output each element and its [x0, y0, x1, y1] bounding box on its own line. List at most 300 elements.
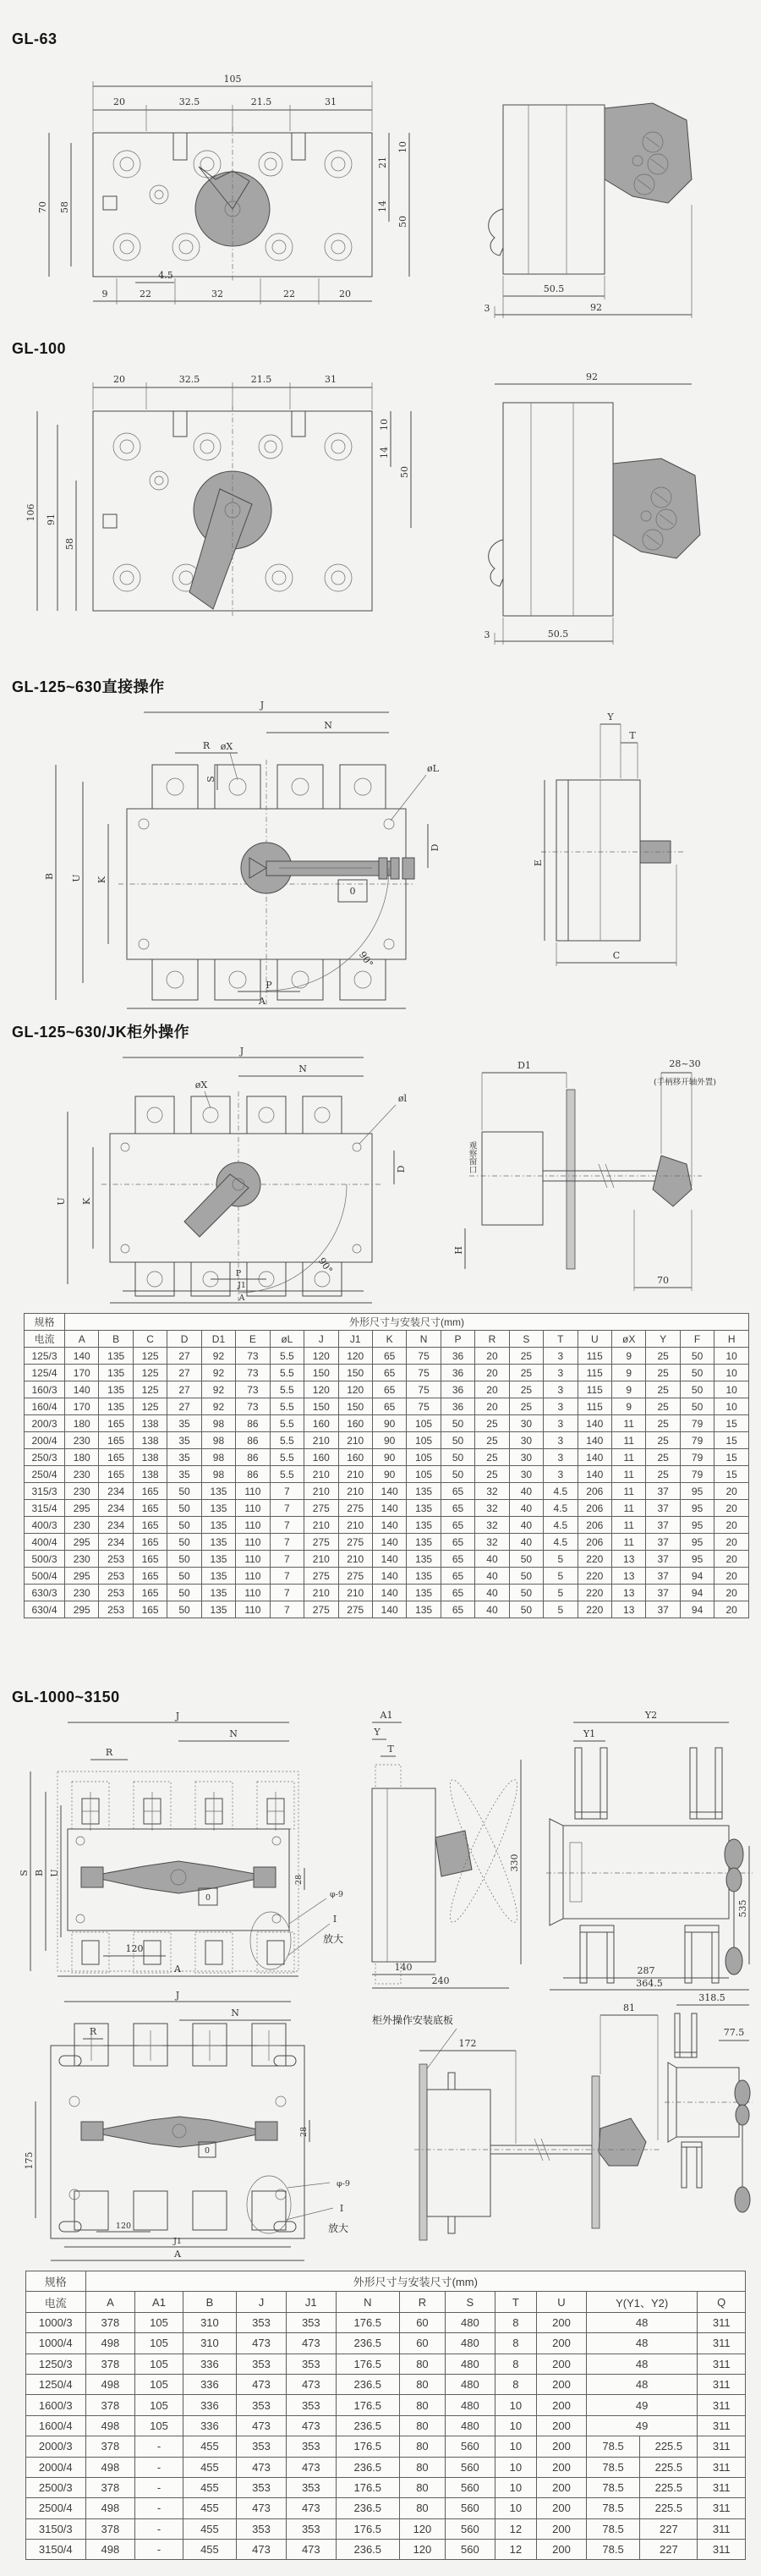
- linkage-handle: [89, 1861, 269, 1893]
- table-cell: 50: [167, 1601, 201, 1618]
- table-header-row: [26, 2271, 746, 2292]
- table-cell: 95: [680, 1500, 714, 1517]
- table-row: [26, 2395, 746, 2415]
- table-cell: 25: [475, 1449, 509, 1466]
- dim-label: S: [19, 1870, 30, 1876]
- table-cell: 311: [698, 2415, 746, 2436]
- table-cell: 10: [495, 2395, 536, 2415]
- table-cell: 125: [133, 1365, 167, 1381]
- table-cell: 498: [85, 2333, 135, 2354]
- table-cell: 210: [304, 1585, 338, 1601]
- dim-label: 92: [586, 371, 598, 382]
- table-cell: 9: [612, 1365, 646, 1381]
- table-cell: 110: [236, 1585, 270, 1601]
- table-row: [26, 2333, 746, 2354]
- dim-label: I: [339, 2203, 344, 2214]
- table-cell: 36: [441, 1398, 474, 1415]
- gl1000-jk-side-view: [372, 2002, 660, 2240]
- dim-label: U: [71, 874, 82, 882]
- table-cell: 234: [99, 1534, 133, 1551]
- dim-label: 91: [46, 514, 57, 525]
- table-cell: 36: [441, 1381, 474, 1398]
- table-cell: 353: [237, 2436, 287, 2457]
- table-cell: 140: [578, 1432, 611, 1449]
- table-cell: 11: [612, 1500, 646, 1517]
- table-cell: 336: [183, 2395, 236, 2415]
- column-header: T: [544, 1331, 578, 1348]
- table-cell: 310: [183, 2333, 236, 2354]
- table-cell: 13: [612, 1568, 646, 1585]
- table-cell: 455: [183, 2477, 236, 2497]
- dim-label: 10: [379, 419, 390, 431]
- table-cell: 455: [183, 2457, 236, 2477]
- table-cell: 78.5: [586, 2436, 639, 2457]
- table-cell: 353: [237, 2477, 287, 2497]
- table-cell: 176.5: [336, 2436, 399, 2457]
- table-cell: 5: [544, 1601, 578, 1618]
- table-cell: 5.5: [270, 1398, 304, 1415]
- gl100-drawing: [8, 362, 753, 668]
- table-cell: 480: [445, 2415, 495, 2436]
- table-cell: 234: [99, 1500, 133, 1517]
- table-cell: 110: [236, 1601, 270, 1618]
- table-cell: 295: [65, 1568, 99, 1585]
- table-cell: 353: [286, 2312, 336, 2332]
- dim-label: 105: [223, 74, 242, 85]
- table-cell: 105: [407, 1449, 441, 1466]
- table-cell: 225.5: [640, 2457, 698, 2477]
- table-cell: 311: [698, 2395, 746, 2415]
- table-cell: 135: [407, 1500, 441, 1517]
- dim-label: 9: [101, 288, 108, 299]
- dim-label: 31: [325, 374, 337, 385]
- table-cell: 20: [475, 1365, 509, 1381]
- dim-label: J1: [173, 2237, 182, 2246]
- column-header: T: [495, 2292, 536, 2312]
- table-cell: 13: [612, 1601, 646, 1618]
- table-cell: 35: [167, 1466, 201, 1483]
- column-header: S: [509, 1331, 543, 1348]
- table-cell: 65: [372, 1398, 406, 1415]
- table-cell: 560: [445, 2540, 495, 2560]
- table-cell: 275: [338, 1601, 372, 1618]
- dim-label: 20: [113, 96, 125, 107]
- table-cell: 13: [612, 1551, 646, 1568]
- table-cell: 65: [441, 1568, 474, 1585]
- table-cell: 311: [698, 2540, 746, 2560]
- dim-label: φ-9: [337, 2179, 350, 2189]
- table-cell: 37: [646, 1568, 680, 1585]
- table-cell: 165: [133, 1500, 167, 1517]
- table-cell: 65: [441, 1601, 474, 1618]
- table-cell: 15: [714, 1466, 749, 1483]
- gl1000-jk-rear-view: [665, 1992, 753, 2212]
- table-cell: 65: [441, 1534, 474, 1551]
- table-cell: 110: [236, 1500, 270, 1517]
- table-cell: 230: [65, 1466, 99, 1483]
- table-cell: 110: [236, 1517, 270, 1534]
- table-cell: 353: [286, 2477, 336, 2497]
- table-cell: 30: [509, 1449, 543, 1466]
- table-cell: 78.5: [586, 2457, 639, 2477]
- table-cell: 48: [586, 2354, 698, 2374]
- table-cell: 50: [509, 1551, 543, 1568]
- table-cell: 165: [133, 1483, 167, 1500]
- table-cell: 37: [646, 1483, 680, 1500]
- table-cell: 50: [441, 1432, 474, 1449]
- table-cell: 135: [99, 1348, 133, 1365]
- dim-label: 287: [637, 1965, 655, 1976]
- table-cell: 336: [183, 2415, 236, 2436]
- column-header: D1: [201, 1331, 235, 1348]
- table-cell: 95: [680, 1483, 714, 1500]
- dim-label: 70: [37, 201, 48, 213]
- table-cell: 480: [445, 2395, 495, 2415]
- table-cell: 50: [680, 1348, 714, 1365]
- table-cell: 210: [338, 1551, 372, 1568]
- table-cell: 160/3: [25, 1381, 65, 1398]
- table-cell: 25: [509, 1365, 543, 1381]
- dimension-table-large-wrap: [25, 2271, 746, 2560]
- table-cell: 25: [509, 1398, 543, 1415]
- table-cell: 160/4: [25, 1398, 65, 1415]
- table-cell: -: [135, 2498, 183, 2518]
- handle-rotation-arc: [266, 868, 389, 991]
- table-cell: 234: [99, 1483, 133, 1500]
- table-cell: 275: [338, 1568, 372, 1585]
- column-header: N: [407, 1331, 441, 1348]
- table-row: [25, 1398, 749, 1415]
- table-cell: 7: [270, 1551, 304, 1568]
- table-cell: 105: [407, 1466, 441, 1483]
- dim-label: N: [229, 1728, 238, 1739]
- table-cell: 2500/3: [26, 2477, 86, 2497]
- table-row: [26, 2477, 746, 2497]
- table-cell: 200: [537, 2333, 587, 2354]
- table-cell: 10: [495, 2436, 536, 2457]
- table-cell: 10: [714, 1365, 749, 1381]
- table-cell: 7: [270, 1517, 304, 1534]
- dimension-table-small-wrap: [24, 1313, 749, 1618]
- operator-knob: [725, 1839, 743, 1870]
- table-cell: 5.5: [270, 1449, 304, 1466]
- table-cell: 378: [85, 2312, 135, 2332]
- table-cell: 79: [680, 1449, 714, 1466]
- table-cell: 473: [237, 2333, 287, 2354]
- table-cell: 227: [640, 2518, 698, 2539]
- table-cell: 3: [544, 1381, 578, 1398]
- table-cell: 560: [445, 2518, 495, 2539]
- table-cell: 140: [578, 1415, 611, 1432]
- table-cell: 150: [338, 1398, 372, 1415]
- table-cell: 336: [183, 2354, 236, 2374]
- table-cell: 80: [399, 2436, 445, 2457]
- table-cell: 37: [646, 1601, 680, 1618]
- dim-label: D1: [517, 1060, 531, 1071]
- table-cell: 78.5: [586, 2498, 639, 2518]
- table-cell: 110: [236, 1534, 270, 1551]
- table-cell: 5.5: [270, 1432, 304, 1449]
- table-cell: 35: [167, 1432, 201, 1449]
- table-cell: 25: [509, 1381, 543, 1398]
- table-cell: 8: [495, 2354, 536, 2374]
- table-columns-row: [25, 1331, 749, 1348]
- gl100-side-view: [485, 371, 701, 645]
- table-columns-row: [26, 2292, 746, 2312]
- table-cell: 40: [509, 1534, 543, 1551]
- column-header: N: [336, 2292, 399, 2312]
- column-header: Y(Y1、Y2): [586, 2292, 698, 2312]
- table-cell: 60: [399, 2333, 445, 2354]
- column-header: B: [99, 1331, 133, 1348]
- table-cell: 9: [612, 1398, 646, 1415]
- table-cell: 230: [65, 1551, 99, 1568]
- table-cell: 9: [612, 1381, 646, 1398]
- table-cell: 353: [286, 2436, 336, 2457]
- table-cell: 353: [237, 2518, 287, 2539]
- table-cell: 95: [680, 1534, 714, 1551]
- table-cell: 150: [304, 1365, 338, 1381]
- table-cell: 236.5: [336, 2540, 399, 2560]
- table-cell: 65: [441, 1551, 474, 1568]
- table-cell: 12: [495, 2518, 536, 2539]
- table-row: [26, 2518, 746, 2539]
- table-cell: 50: [167, 1568, 201, 1585]
- table-cell: 200: [537, 2395, 587, 2415]
- column-header: P: [441, 1331, 474, 1348]
- table-cell: 210: [304, 1466, 338, 1483]
- table-cell: 92: [201, 1398, 235, 1415]
- table-cell: 165: [99, 1415, 133, 1432]
- table-cell: 79: [680, 1466, 714, 1483]
- table-cell: 200: [537, 2354, 587, 2374]
- table-cell: 253: [99, 1551, 133, 1568]
- table-cell: 135: [201, 1601, 235, 1618]
- dim-label: K: [81, 1197, 92, 1206]
- table-cell: 27: [167, 1348, 201, 1365]
- table-cell: 160: [304, 1415, 338, 1432]
- table-cell: 353: [237, 2354, 287, 2374]
- table-cell: 25: [646, 1432, 680, 1449]
- mounting-plate-label: 柜外操作安装底板: [371, 2014, 454, 2026]
- table-cell: 630/3: [25, 1585, 65, 1601]
- table-cell: 140: [372, 1534, 406, 1551]
- table-cell: 311: [698, 2477, 746, 2497]
- table-cell: 30: [509, 1415, 543, 1432]
- table-cell: 230: [65, 1432, 99, 1449]
- table-cell: 5.5: [270, 1466, 304, 1483]
- table-cell: 206: [578, 1517, 611, 1534]
- table-cell: 20: [475, 1398, 509, 1415]
- table-cell: 135: [407, 1551, 441, 1568]
- table-cell: 165: [133, 1568, 167, 1585]
- table-cell: 9: [612, 1348, 646, 1365]
- table-cell: 210: [338, 1432, 372, 1449]
- table-cell: 120: [304, 1348, 338, 1365]
- table-cell: 353: [286, 2354, 336, 2374]
- dim-label: J1: [238, 1281, 246, 1290]
- table-cell: 125/3: [25, 1348, 65, 1365]
- gl1000-rear-view: [546, 1711, 753, 1990]
- table-cell: 275: [338, 1500, 372, 1517]
- table-cell: 90: [372, 1449, 406, 1466]
- column-header: Y: [646, 1331, 680, 1348]
- table-cell: 60: [399, 2312, 445, 2332]
- table-cell: 10: [495, 2498, 536, 2518]
- gl1000-jk-front-view: [24, 1991, 350, 2260]
- dim-label: øX: [220, 741, 233, 752]
- dim-label: øl: [397, 1093, 408, 1104]
- table-cell: 15: [714, 1432, 749, 1449]
- dim-label: 70: [657, 1275, 669, 1286]
- dim-label: 81: [623, 2002, 635, 2013]
- table-cell: 1600/4: [26, 2415, 86, 2436]
- dim-label: 31: [325, 96, 337, 107]
- dim-label: 22: [140, 288, 151, 299]
- current-header: 电流: [25, 1331, 65, 1348]
- column-header: S: [445, 2292, 495, 2312]
- table-cell: 275: [338, 1534, 372, 1551]
- dim-label: J: [260, 700, 265, 711]
- table-cell: 37: [646, 1551, 680, 1568]
- table-cell: 49: [586, 2415, 698, 2436]
- table-cell: 236.5: [336, 2457, 399, 2477]
- table-cell: 1000/4: [26, 2333, 86, 2354]
- dim-label: A1: [380, 1711, 393, 1721]
- table-cell: 65: [372, 1348, 406, 1365]
- table-cell: 78.5: [586, 2518, 639, 2539]
- table-cell: 400/4: [25, 1534, 65, 1551]
- dim-label: A: [238, 1293, 245, 1303]
- table-cell: 73: [236, 1365, 270, 1381]
- dim-label: I: [332, 1914, 337, 1925]
- table-cell: 36: [441, 1365, 474, 1381]
- table-cell: 10: [495, 2415, 536, 2436]
- table-cell: 165: [133, 1551, 167, 1568]
- table-cell: 236.5: [336, 2415, 399, 2436]
- table-cell: 220: [578, 1585, 611, 1601]
- dim-label: 28: [294, 1874, 304, 1886]
- table-cell: 35: [167, 1415, 201, 1432]
- table-cell: 135: [407, 1483, 441, 1500]
- table-cell: 80: [399, 2477, 445, 2497]
- column-header: øX: [612, 1331, 646, 1348]
- gl1000-drawing-row1: [8, 1711, 753, 1991]
- table-cell: 210: [338, 1483, 372, 1500]
- table-cell: 3: [544, 1365, 578, 1381]
- table-cell: 210: [338, 1517, 372, 1534]
- table-cell: 5.5: [270, 1348, 304, 1365]
- dim-label: 364.5: [636, 1978, 663, 1989]
- gl1000-front-view: [19, 1711, 343, 1976]
- table-cell: 15: [714, 1415, 749, 1432]
- table-cell: 86: [236, 1466, 270, 1483]
- table-cell: 10: [714, 1348, 749, 1365]
- table-row: [26, 2498, 746, 2518]
- table-cell: 80: [399, 2457, 445, 2477]
- dim-label: E: [533, 859, 544, 867]
- table-cell: 35: [167, 1449, 201, 1466]
- table-cell: 234: [99, 1517, 133, 1534]
- dim-label: J: [239, 1047, 244, 1057]
- table-cell: 25: [646, 1381, 680, 1398]
- dim-label: 0: [205, 1893, 211, 1903]
- table-cell: 20: [714, 1568, 749, 1585]
- table-cell: 80: [399, 2498, 445, 2518]
- table-cell: 253: [99, 1568, 133, 1585]
- magnified-label: 放大: [327, 2222, 349, 2234]
- table-cell: 206: [578, 1500, 611, 1517]
- table-cell: 220: [578, 1601, 611, 1618]
- table-cell: 560: [445, 2477, 495, 2497]
- table-cell: -: [135, 2457, 183, 2477]
- table-cell: 40: [509, 1500, 543, 1517]
- table-cell: 65: [441, 1517, 474, 1534]
- table-cell: 473: [286, 2540, 336, 2560]
- dim-label: 28~30: [669, 1058, 701, 1069]
- table-cell: 7: [270, 1483, 304, 1500]
- table-cell: 25: [646, 1398, 680, 1415]
- table-cell: 295: [65, 1534, 99, 1551]
- dim-label: 14: [377, 200, 388, 212]
- table-cell: 630/4: [25, 1601, 65, 1618]
- table-cell: 10: [714, 1398, 749, 1415]
- table-cell: 3150/4: [26, 2540, 86, 2560]
- table-cell: 48: [586, 2333, 698, 2354]
- spec-header: 规格: [26, 2271, 86, 2292]
- dim-label: B: [44, 872, 55, 881]
- table-cell: 92: [201, 1365, 235, 1381]
- table-cell: 176.5: [336, 2312, 399, 2332]
- table-cell: 400/3: [25, 1517, 65, 1534]
- dim-label: 106: [25, 503, 36, 522]
- dim-label: 10: [397, 141, 408, 153]
- table-cell: 78.5: [586, 2540, 639, 2560]
- table-cell: 11: [612, 1517, 646, 1534]
- table-cell: 86: [236, 1449, 270, 1466]
- dims-header: 外形尺寸与安装尺寸(mm): [85, 2271, 745, 2292]
- table-cell: 11: [612, 1432, 646, 1449]
- table-cell: 10: [714, 1381, 749, 1398]
- dim-label: 50.5: [547, 629, 569, 640]
- table-cell: 40: [475, 1551, 509, 1568]
- table-cell: 20: [714, 1551, 749, 1568]
- table-cell: 20: [714, 1500, 749, 1517]
- dim-label: J: [175, 1711, 180, 1722]
- table-cell: 200: [537, 2436, 587, 2457]
- dim-label: 92: [590, 302, 602, 313]
- dim-label: 14: [379, 447, 390, 459]
- table-cell: 165: [133, 1585, 167, 1601]
- table-cell: 498: [85, 2374, 135, 2394]
- dim-label: 50.5: [543, 283, 565, 294]
- table-cell: 160: [338, 1415, 372, 1432]
- column-header: U: [537, 2292, 587, 2312]
- table-cell: 37: [646, 1517, 680, 1534]
- table-cell: 473: [286, 2333, 336, 2354]
- table-cell: 50: [680, 1398, 714, 1415]
- gl63-drawing: [8, 52, 753, 337]
- dim-label: A: [174, 1964, 181, 1975]
- dim-label: C: [612, 950, 621, 961]
- table-cell: 200/3: [25, 1415, 65, 1432]
- column-header: D: [167, 1331, 201, 1348]
- table-cell: 135: [201, 1517, 235, 1534]
- table-cell: 135: [99, 1381, 133, 1398]
- table-row: [25, 1551, 749, 1568]
- table-cell: 20: [475, 1348, 509, 1365]
- table-cell: 295: [65, 1500, 99, 1517]
